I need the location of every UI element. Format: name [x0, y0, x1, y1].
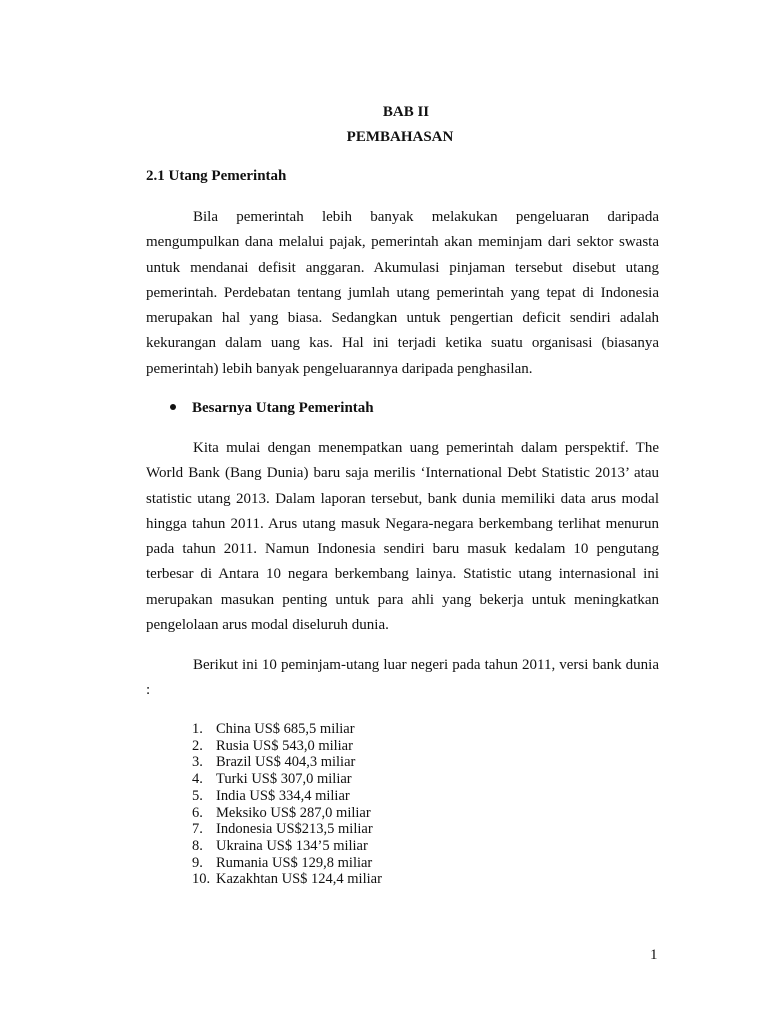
list-item-number: 8.: [192, 837, 203, 854]
list-item: [192, 754, 382, 771]
list-item-text: Rusia US$ 543,0 miliar: [216, 737, 353, 754]
paragraph-list-intro: Berikut ini 10 peminjam-utang luar negeri pada tahun 2011, versi bank dunia :: [146, 657, 659, 699]
list-item-number: 1.: [192, 721, 203, 737]
list-item: [192, 771, 382, 788]
list-item-text: Turki US$ 307,0 miliar: [216, 771, 352, 788]
list-item-number: 9.: [192, 854, 203, 871]
borrowers-list: [192, 721, 382, 888]
page-number: 1: [650, 947, 658, 963]
list-item-text: Indonesia US$213,5 miliar: [216, 821, 373, 838]
list-item-text: Meksiko US$ 287,0 miliar: [216, 804, 371, 821]
list-item: [192, 821, 382, 838]
list-item-text: Ukraina US$ 134’5 miliar: [216, 837, 368, 854]
section-heading: 2.1 Utang Pemerintah: [146, 168, 287, 184]
subsection-heading-text: Besarnya Utang Pemerintah: [192, 400, 374, 416]
list-item-number: 6.: [192, 804, 203, 821]
paragraph-definition: Bila pemerintah lebih banyak melakukan pengeluaran daripada mengumpulkan dana melalui pajak, pemerintah akan meminjam dari sektor swasta untuk mendanai defisit anggaran. Akumulasi pinjaman tersebut disebut utang pemerintah. Perdebatan tentang jumlah utang pemerintah yang tepat di Indonesia merupakan hal yang biasa. Sedangkan untuk pengertian deficit sendiri adalah kekurangan dalam uang kas. Hal ini terjadi ketika suatu organisasi (biasanya pemerintah) lebih banyak pengeluarannya daripada penghasilan.: [146, 209, 659, 377]
list-item: [192, 788, 382, 805]
list-item-number: 4.: [192, 771, 203, 788]
list-item-text: Kazakhtan US$ 124,4 miliar: [216, 871, 382, 888]
bullet-icon: [170, 404, 176, 410]
list-item: [192, 738, 382, 755]
list-item-text: China US$ 685,5 miliar: [216, 721, 355, 737]
list-item-text: Brazil US$ 404,3 miliar: [216, 754, 356, 771]
list-item-number: 5.: [192, 787, 203, 804]
subsection-heading: [170, 400, 374, 417]
chapter-title: PEMBAHASAN: [346, 129, 454, 145]
list-item: [192, 805, 382, 822]
list-item-number: 3.: [192, 754, 203, 771]
list-item-text: Rumania US$ 129,8 miliar: [216, 854, 373, 871]
list-item-number: 2.: [192, 737, 203, 754]
paragraph-world-bank: Kita mulai dengan menempatkan uang pemerintah dalam perspektif. The World Bank (Bang Dunia) baru saja merilis ‘International Debt Statistic 2013’ atau statistic utang 2013. Dalam laporan tersebut, bank dunia memiliki data arus modal hingga tahun 2011. Arus utang masuk Negara-negara berkembang terlihat menurun pada tahun 2011. Namun Indonesia sendiri baru masuk kedalam 10 pengutang terbesar di Antara 10 negara berkembang lainya. Statistic utang internasional ini merupakan masukan penting untuk para ahli yang bekerja untuk meningkatkan pengelolaan arus modal diseluruh dunia.: [146, 440, 659, 634]
list-item-number: 10.: [192, 871, 211, 888]
list-item: [192, 871, 382, 888]
list-item-text: India US$ 334,4 miliar: [216, 787, 350, 804]
list-item: [192, 855, 382, 872]
list-item: [192, 838, 382, 855]
chapter-number: BAB II: [382, 104, 430, 120]
list-item: [192, 721, 382, 738]
list-item-number: 7.: [192, 821, 203, 838]
